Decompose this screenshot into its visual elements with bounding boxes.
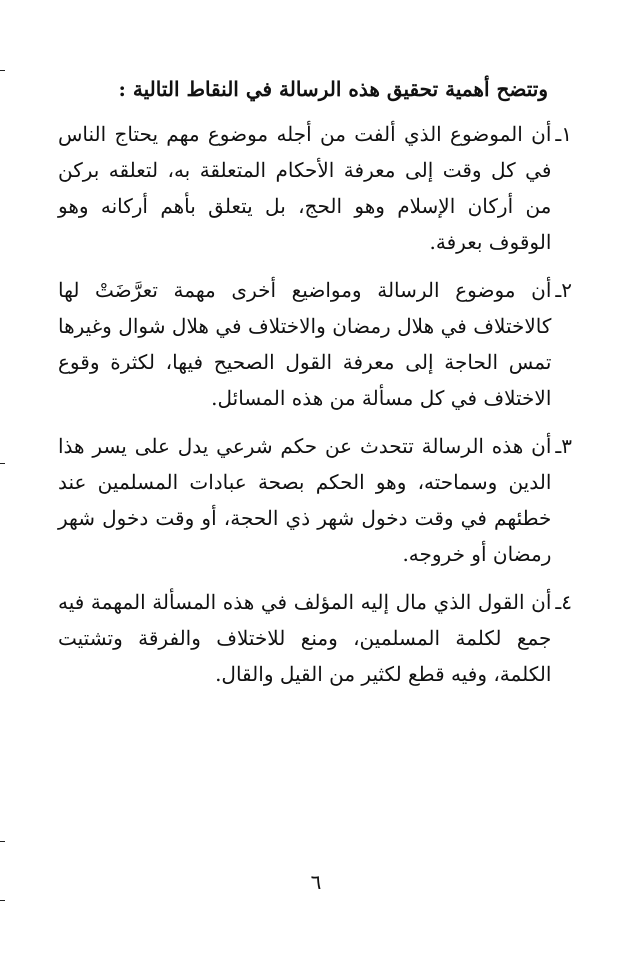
point-text: أن الموضوع الذي ألفت من أجله موضوع مهم يحتاج الناس في كل وقت إلى معرفة الأحكام المتعلقة به، لتعلقه بركن من أركان الإسلام وهو الحج، بل يتعلق بأهم أركانه وهو الوقوف بعرفة.	[58, 122, 552, 254]
point-1	[58, 116, 572, 260]
margin-mark	[0, 70, 5, 71]
point-number: ٣ـ	[555, 434, 572, 458]
page-body	[58, 70, 572, 704]
point-number: ٢ـ	[555, 278, 572, 302]
point-3	[58, 428, 572, 572]
margin-mark	[0, 841, 5, 842]
section-heading: وتتضح أهمية تحقيق هذه الرسالة في النقاط التالية :	[118, 77, 548, 101]
page-number: ٦	[310, 870, 322, 894]
point-text: أن القول الذي مال إليه المؤلف في هذه المسألة المهمة فيه جمع لكلمة المسلمين، ومنع للاختلاف والفرقة وتشتيت الكلمة، وفيه قطع لكثير من القيل والقال.	[58, 590, 552, 686]
point-2	[58, 272, 572, 416]
point-4	[58, 584, 572, 692]
point-number: ٤ـ	[555, 590, 572, 614]
margin-mark	[0, 900, 5, 901]
point-number: ١ـ	[555, 122, 572, 146]
point-text: أن هذه الرسالة تتحدث عن حكم شرعي يدل على يسر هذا الدين وسماحته، وهو الحكم بصحة عبادات المسلمين عند خطئهم في وقت دخول شهر ذي الحجة، أو وقت دخول شهر رمضان أو خروجه.	[58, 434, 552, 566]
point-text: أن موضوع الرسالة ومواضيع أخرى مهمة تعرَّضَتْ لها كالاختلاف في هلال رمضان والاختلاف في هلال شوال وغيرها تمس الحاجة إلى معرفة القول الصحيح فيها، لكثرة وقوع الاختلاف في كل مسألة من هذه المسائل.	[58, 278, 552, 410]
margin-mark	[0, 463, 5, 464]
